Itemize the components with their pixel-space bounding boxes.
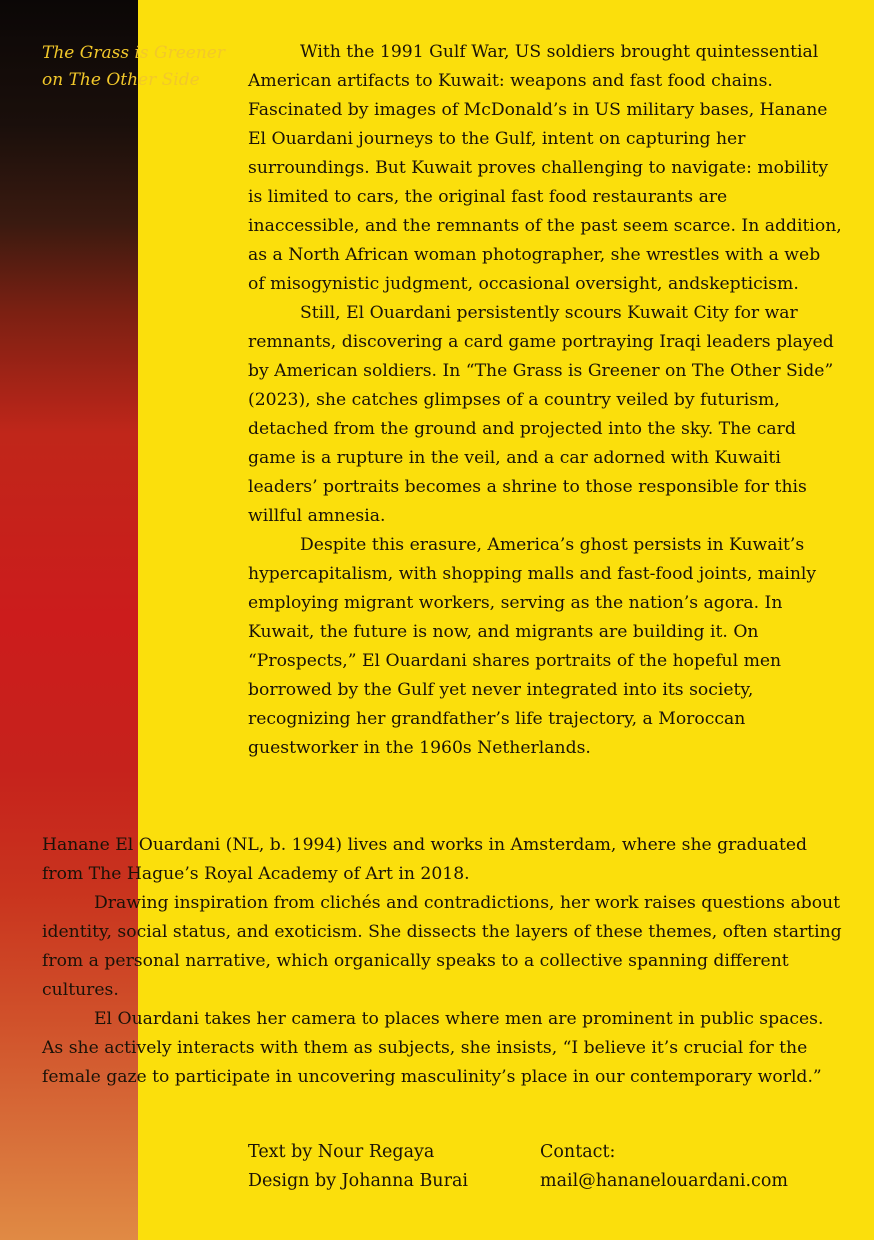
essay-text bbox=[248, 38, 842, 763]
essay-paragraph: With the 1991 Gulf War, US soldiers brought quintessential American artifacts to Kuwait: weapons and fast food chains. Fascinated by images of McDonald’s in US military bases, Hanane El Ouardani journeys to the Gulf, intent on capturing her surroundings. But Kuwait proves challenging to navigate: mobility is limited to cars, the original fast food restaurants are inaccessible, and the remnants of the past seem scarce. In addition, as a North African woman photographer, she wrestles with a web of misogynistic judgment, occasional oversight, andskepticism. bbox=[248, 42, 842, 294]
text-credit: Text by Nour Regaya bbox=[248, 1142, 435, 1162]
bio-paragraph: Hanane El Ouardani (NL, b. 1994) lives and works in Amsterdam, where she graduated from The Hague’s Royal Academy of Art in 2018. bbox=[42, 835, 808, 884]
artist-bio bbox=[42, 831, 842, 1092]
contact-block bbox=[540, 1138, 788, 1196]
design-credit: Design by Johanna Burai bbox=[248, 1171, 468, 1191]
work-title-line-1: The Grass is Greener bbox=[42, 43, 225, 63]
essay-paragraph: Despite this erasure, America’s ghost persists in Kuwait’s hypercapitalism, with shopping malls and fast-food joints, mainly employing migrant workers, serving as the nation’s agora. In Kuwait, the future is now, and migrants are building it. On “Prospects,” El Ouardani shares portraits of the hopeful men borrowed by the Gulf yet never integrated into its society, recognizing her grandfather’s life trajectory, a Moroccan guestworker in the 1960s Netherlands. bbox=[248, 535, 817, 758]
bio-paragraph: El Ouardani takes her camera to places where men are prominent in public spaces. As she actively interacts with them as subjects, she insists, “I believe it’s crucial for the female gaze to participate in uncovering masculinity’s place in our contemporary world.” bbox=[42, 1009, 824, 1087]
credits bbox=[248, 1138, 468, 1196]
contact-label: Contact: bbox=[540, 1142, 616, 1162]
bio-paragraph: Drawing inspiration from clichés and contradictions, her work raises questions about identity, social status, and exoticism. She dissects the layers of these themes, often starting from a personal narrative, which organically speaks to a collective spanning different cultures. bbox=[42, 893, 842, 1000]
work-title bbox=[42, 40, 242, 94]
essay-paragraph: Still, El Ouardani persistently scours Kuwait City for war remnants, discovering a card game portraying Iraqi leaders played by American soldiers. In “The Grass is Greener on The Other Side” (2023), she catches glimpses of a country veiled by futurism, detached from the ground and projected into the sky. The card game is a rupture in the veil, and a car adorned with Kuwaiti leaders’ portraits becomes a shrine to those responsible for this willful amnesia. bbox=[248, 303, 834, 526]
contact-email[interactable]: mail@hananelouardani.com bbox=[540, 1171, 788, 1191]
work-title-line-2: on The Other Side bbox=[42, 70, 200, 90]
